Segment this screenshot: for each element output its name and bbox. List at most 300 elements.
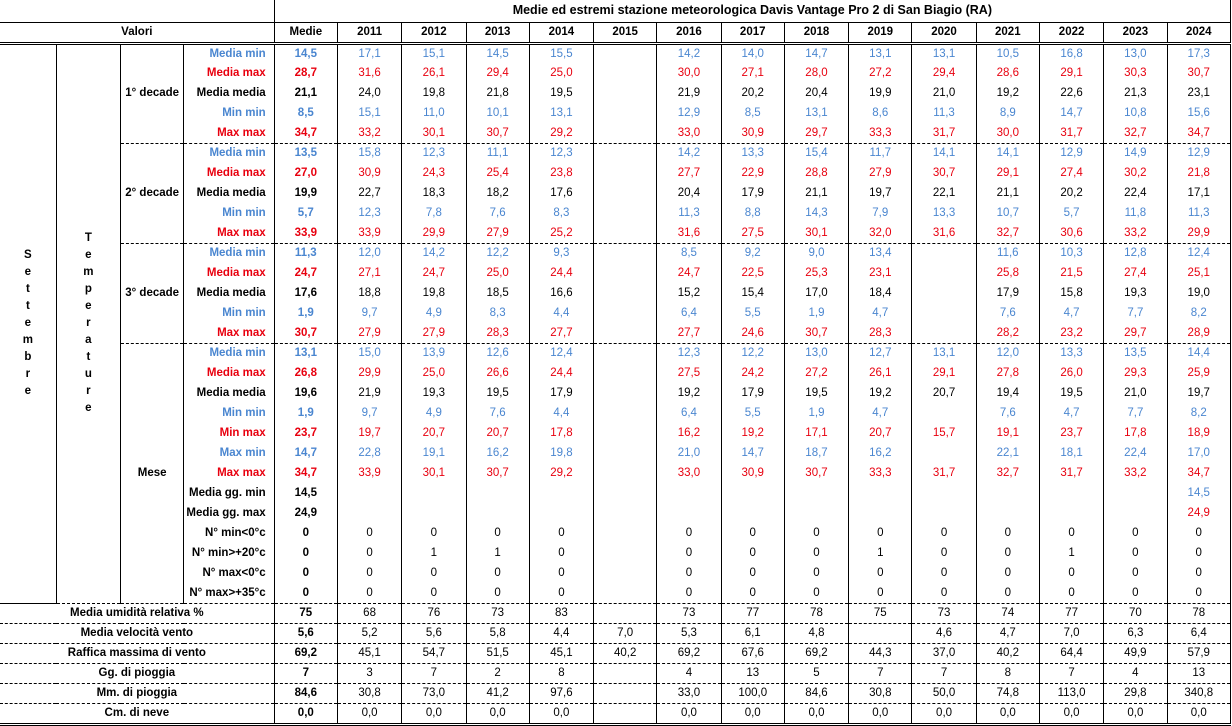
- value-cell: 5,5: [721, 404, 784, 424]
- value-cell: 9,7: [337, 304, 401, 324]
- value-cell: 0: [1039, 584, 1103, 604]
- value-cell: 10,5: [976, 43, 1039, 64]
- value-cell: 4: [657, 664, 721, 684]
- header-valori: Valori: [0, 22, 274, 43]
- value-cell: 17,0: [784, 284, 848, 304]
- value-cell: 27,2: [849, 64, 912, 84]
- table-row: [0, 64, 1231, 84]
- value-cell: 9,0: [784, 244, 848, 264]
- value-cell: 0,0: [1039, 704, 1103, 725]
- value-cell: 30,7: [466, 124, 529, 144]
- value-cell: 13,1: [912, 43, 976, 64]
- value-cell: 20,2: [721, 84, 784, 104]
- value-cell: 45,1: [529, 644, 593, 664]
- value-cell: [594, 604, 657, 624]
- value-cell: [976, 484, 1039, 504]
- table-row: [0, 484, 1231, 504]
- value-cell: [594, 664, 657, 684]
- value-cell: [594, 144, 657, 164]
- value-cell: 8,2: [1167, 404, 1231, 424]
- value-cell: 21,0: [912, 84, 976, 104]
- value-cell: 14,7: [784, 43, 848, 64]
- value-cell: 22,1: [912, 184, 976, 204]
- value-cell: 20,4: [784, 84, 848, 104]
- value-cell: 27,9: [337, 324, 401, 344]
- row-label: Media min: [184, 244, 274, 264]
- row-label: Media max: [184, 364, 274, 384]
- header-year: 2022: [1039, 22, 1103, 43]
- value-cell: 11,1: [466, 144, 529, 164]
- row-label: N° max<0°c: [184, 564, 274, 584]
- value-cell: 18,8: [337, 284, 401, 304]
- value-cell: [337, 504, 401, 524]
- value-cell: [1039, 484, 1103, 504]
- value-cell: 13,1: [529, 104, 593, 124]
- value-cell: 19,5: [784, 384, 848, 404]
- value-cell: 11,8: [1104, 204, 1167, 224]
- value-cell: 30,7: [784, 464, 848, 484]
- value-cell: 22,4: [1104, 184, 1167, 204]
- value-cell: 12,0: [337, 244, 401, 264]
- value-cell: 19,8: [529, 444, 593, 464]
- value-cell: 27,7: [657, 164, 721, 184]
- value-cell: 19,0: [1167, 284, 1231, 304]
- value-cell: 7,9: [849, 204, 912, 224]
- section-label: 3° decade: [121, 244, 184, 344]
- table-row: [0, 564, 1231, 584]
- value-cell: 21,5: [1039, 264, 1103, 284]
- summary-row: [0, 684, 1231, 704]
- value-cell: 0: [912, 584, 976, 604]
- value-cell: 0: [721, 564, 784, 584]
- value-cell: 17,9: [976, 284, 1039, 304]
- value-cell: 23,1: [1167, 84, 1231, 104]
- value-cell: 25,9: [1167, 364, 1231, 384]
- value-cell: 13,0: [1104, 43, 1167, 64]
- value-cell: [594, 184, 657, 204]
- value-cell: 18,7: [784, 444, 848, 464]
- value-cell: 27,4: [1104, 264, 1167, 284]
- header-medie: Medie: [274, 22, 337, 43]
- value-cell: 24,2: [721, 364, 784, 384]
- medie-cell: 34,7: [274, 464, 337, 484]
- value-cell: 10,7: [976, 204, 1039, 224]
- value-cell: 21,8: [466, 84, 529, 104]
- value-cell: 8: [976, 664, 1039, 684]
- value-cell: 40,2: [594, 644, 657, 664]
- value-cell: 1: [402, 544, 466, 564]
- value-cell: 69,2: [657, 644, 721, 664]
- value-cell: 8: [529, 664, 593, 684]
- value-cell: 29,1: [912, 364, 976, 384]
- value-cell: 30,9: [721, 124, 784, 144]
- value-cell: 30,8: [849, 684, 912, 704]
- value-cell: 12,7: [849, 344, 912, 364]
- value-cell: 8,8: [721, 204, 784, 224]
- table-row: [0, 284, 1231, 304]
- value-cell: 21,8: [1167, 164, 1231, 184]
- value-cell: 14,4: [1167, 344, 1231, 364]
- value-cell: 14,0: [721, 43, 784, 64]
- value-cell: 11,3: [657, 204, 721, 224]
- value-cell: [337, 484, 401, 504]
- value-cell: 24,9: [1167, 504, 1231, 524]
- month-letter: e: [24, 317, 32, 330]
- value-cell: [594, 444, 657, 464]
- value-cell: 21,3: [1104, 84, 1167, 104]
- value-cell: 0: [721, 524, 784, 544]
- value-cell: 7,0: [594, 624, 657, 644]
- value-cell: [912, 284, 976, 304]
- value-cell: 14,7: [1039, 104, 1103, 124]
- value-cell: 9,2: [721, 244, 784, 264]
- value-cell: 0: [1104, 524, 1167, 544]
- value-cell: 77: [1039, 604, 1103, 624]
- row-label: Media media: [184, 84, 274, 104]
- value-cell: 0,0: [784, 704, 848, 725]
- value-cell: 27,4: [1039, 164, 1103, 184]
- value-cell: [594, 324, 657, 344]
- value-cell: 0: [784, 544, 848, 564]
- value-cell: 16,2: [849, 444, 912, 464]
- value-cell: [784, 484, 848, 504]
- value-cell: 13,9: [402, 344, 466, 364]
- value-cell: 10,3: [1039, 244, 1103, 264]
- value-cell: 29,2: [529, 124, 593, 144]
- value-cell: 27,8: [976, 364, 1039, 384]
- value-cell: 41,2: [466, 684, 529, 704]
- value-cell: 340,8: [1167, 684, 1231, 704]
- header-year: 2015: [594, 22, 657, 43]
- value-cell: 7: [912, 664, 976, 684]
- value-cell: [594, 124, 657, 144]
- value-cell: [529, 504, 593, 524]
- value-cell: 30,8: [337, 684, 401, 704]
- value-cell: [594, 424, 657, 444]
- value-cell: [594, 304, 657, 324]
- row-label: Min max: [184, 424, 274, 444]
- medie-cell: 19,6: [274, 384, 337, 404]
- medie-cell: 30,7: [274, 324, 337, 344]
- value-cell: 29,3: [1104, 364, 1167, 384]
- value-cell: 14,5: [1167, 484, 1231, 504]
- medie-cell: 24,9: [274, 504, 337, 524]
- value-cell: 4,7: [1039, 304, 1103, 324]
- value-cell: 20,7: [466, 424, 529, 444]
- value-cell: 30,3: [1104, 64, 1167, 84]
- value-cell: 30,7: [1167, 64, 1231, 84]
- value-cell: 8,5: [657, 244, 721, 264]
- summary-row: [0, 604, 1231, 624]
- value-cell: 27,5: [721, 224, 784, 244]
- value-cell: 29,7: [1104, 324, 1167, 344]
- value-cell: 19,2: [721, 424, 784, 444]
- value-cell: 70: [1104, 604, 1167, 624]
- value-cell: 0: [657, 584, 721, 604]
- value-cell: 19,5: [1039, 384, 1103, 404]
- value-cell: 1: [466, 544, 529, 564]
- value-cell: 7,8: [402, 204, 466, 224]
- table-row: [0, 544, 1231, 564]
- value-cell: 12,3: [657, 344, 721, 364]
- value-cell: 25,0: [466, 264, 529, 284]
- value-cell: 40,2: [976, 644, 1039, 664]
- value-cell: 4,4: [529, 304, 593, 324]
- value-cell: 12,9: [657, 104, 721, 124]
- value-cell: 67,6: [721, 644, 784, 664]
- medie-cell: 0: [274, 524, 337, 544]
- value-cell: 13,1: [784, 104, 848, 124]
- row-label: Max max: [184, 324, 274, 344]
- value-cell: 11,3: [1167, 204, 1231, 224]
- value-cell: 49,9: [1104, 644, 1167, 664]
- value-cell: [594, 284, 657, 304]
- value-cell: 15,8: [337, 144, 401, 164]
- value-cell: 28,0: [784, 64, 848, 84]
- page-title: Medie ed estremi stazione meteorologica Davis Vantage Pro 2 di San Biagio (RA): [274, 0, 1230, 22]
- value-cell: 29,7: [784, 124, 848, 144]
- value-cell: 0: [402, 584, 466, 604]
- value-cell: 4,7: [976, 624, 1039, 644]
- group-letter: t: [86, 351, 91, 364]
- value-cell: 22,7: [337, 184, 401, 204]
- value-cell: 21,0: [657, 444, 721, 464]
- value-cell: 24,4: [529, 264, 593, 284]
- value-cell: [594, 224, 657, 244]
- medie-cell: 21,1: [274, 84, 337, 104]
- month-letter: t: [25, 283, 30, 296]
- value-cell: 33,9: [337, 224, 401, 244]
- value-cell: 0: [1167, 584, 1231, 604]
- value-cell: 32,7: [1104, 124, 1167, 144]
- value-cell: 0: [849, 524, 912, 544]
- value-cell: 19,2: [657, 384, 721, 404]
- value-cell: 0: [912, 544, 976, 564]
- value-cell: [657, 504, 721, 524]
- value-cell: 51,5: [466, 644, 529, 664]
- value-cell: 15,8: [1039, 284, 1103, 304]
- value-cell: 2: [466, 664, 529, 684]
- value-cell: 17,8: [529, 424, 593, 444]
- value-cell: 19,8: [402, 84, 466, 104]
- value-cell: 12,6: [466, 344, 529, 364]
- value-cell: [784, 504, 848, 524]
- medie-cell: 5,6: [274, 624, 337, 644]
- value-cell: 17,9: [529, 384, 593, 404]
- value-cell: 7,6: [466, 404, 529, 424]
- group-letter: u: [84, 368, 92, 381]
- value-cell: 24,7: [402, 264, 466, 284]
- value-cell: 7,0: [1039, 624, 1103, 644]
- value-cell: 17,0: [1167, 444, 1231, 464]
- value-cell: 7,7: [1104, 304, 1167, 324]
- medie-cell: 84,6: [274, 684, 337, 704]
- value-cell: 0: [976, 524, 1039, 544]
- value-cell: 31,7: [1039, 464, 1103, 484]
- group-letter: r: [86, 317, 91, 330]
- value-cell: 12,4: [529, 344, 593, 364]
- table-row: [0, 524, 1231, 544]
- value-cell: [594, 204, 657, 224]
- value-cell: 32,7: [976, 224, 1039, 244]
- table-row: [0, 344, 1231, 364]
- section-label: 2° decade: [121, 144, 184, 244]
- value-cell: 19,8: [402, 284, 466, 304]
- value-cell: 19,7: [849, 184, 912, 204]
- group-letter: e: [85, 249, 92, 262]
- value-cell: [912, 244, 976, 264]
- value-cell: 6,1: [721, 624, 784, 644]
- value-cell: 0: [466, 524, 529, 544]
- value-cell: [466, 504, 529, 524]
- value-cell: 4,4: [529, 624, 593, 644]
- value-cell: 0: [657, 524, 721, 544]
- value-cell: 83: [529, 604, 593, 624]
- value-cell: 31,7: [912, 464, 976, 484]
- value-cell: 10,8: [1104, 104, 1167, 124]
- value-cell: [594, 484, 657, 504]
- value-cell: 17,3: [1167, 43, 1231, 64]
- value-cell: 26,6: [466, 364, 529, 384]
- value-cell: 0: [1167, 564, 1231, 584]
- value-cell: [594, 564, 657, 584]
- value-cell: 0: [529, 564, 593, 584]
- value-cell: 7: [402, 664, 466, 684]
- value-cell: 30,7: [912, 164, 976, 184]
- value-cell: 5,2: [337, 624, 401, 644]
- row-label: Min min: [184, 304, 274, 324]
- value-cell: 15,1: [402, 43, 466, 64]
- value-cell: [912, 304, 976, 324]
- value-cell: 0,0: [1104, 704, 1167, 725]
- group-letter: e: [85, 300, 92, 313]
- value-cell: 30,9: [721, 464, 784, 484]
- value-cell: 15,0: [337, 344, 401, 364]
- value-cell: 32,7: [976, 464, 1039, 484]
- value-cell: 8,5: [721, 104, 784, 124]
- table-row: [0, 584, 1231, 604]
- value-cell: 3: [337, 664, 401, 684]
- group-letter: a: [85, 334, 92, 347]
- value-cell: [402, 484, 466, 504]
- value-cell: 0: [1167, 524, 1231, 544]
- value-cell: 7,6: [466, 204, 529, 224]
- value-cell: 27,1: [721, 64, 784, 84]
- value-cell: [976, 504, 1039, 524]
- value-cell: 5,3: [657, 624, 721, 644]
- value-cell: 0: [529, 524, 593, 544]
- value-cell: 27,5: [657, 364, 721, 384]
- row-label: Max min: [184, 444, 274, 464]
- value-cell: 24,3: [402, 164, 466, 184]
- value-cell: 19,2: [976, 84, 1039, 104]
- value-cell: 7,6: [976, 404, 1039, 424]
- row-label: Min min: [184, 204, 274, 224]
- value-cell: 30,1: [402, 124, 466, 144]
- table-row: [0, 224, 1231, 244]
- value-cell: 0: [337, 584, 401, 604]
- value-cell: 18,5: [466, 284, 529, 304]
- value-cell: 28,9: [1167, 324, 1231, 344]
- value-cell: 0,0: [912, 704, 976, 725]
- value-cell: 27,9: [466, 224, 529, 244]
- value-cell: 7,6: [976, 304, 1039, 324]
- value-cell: 13,4: [849, 244, 912, 264]
- value-cell: 24,6: [721, 324, 784, 344]
- value-cell: 18,4: [849, 284, 912, 304]
- value-cell: 33,9: [337, 464, 401, 484]
- group-letter: e: [85, 402, 92, 415]
- value-cell: 6,4: [657, 304, 721, 324]
- value-cell: 9,7: [337, 404, 401, 424]
- value-cell: 1,9: [784, 304, 848, 324]
- value-cell: 0,0: [529, 704, 593, 725]
- value-cell: 31,7: [912, 124, 976, 144]
- value-cell: 10,1: [466, 104, 529, 124]
- row-label: Max max: [184, 464, 274, 484]
- value-cell: 0: [1039, 564, 1103, 584]
- table-row: [0, 104, 1231, 124]
- value-cell: 4,6: [912, 624, 976, 644]
- value-cell: [849, 484, 912, 504]
- table-row: [0, 264, 1231, 284]
- value-cell: 13,3: [721, 144, 784, 164]
- value-cell: 34,7: [1167, 124, 1231, 144]
- value-cell: 30,7: [784, 324, 848, 344]
- value-cell: 0: [337, 564, 401, 584]
- value-cell: 19,9: [849, 84, 912, 104]
- value-cell: 13,3: [1039, 344, 1103, 364]
- row-label: Media media: [184, 384, 274, 404]
- value-cell: 26,0: [1039, 364, 1103, 384]
- value-cell: 0: [1104, 544, 1167, 564]
- value-cell: 97,6: [529, 684, 593, 704]
- value-cell: 15,1: [337, 104, 401, 124]
- table-row: [0, 124, 1231, 144]
- value-cell: 50,0: [912, 684, 976, 704]
- value-cell: 78: [784, 604, 848, 624]
- value-cell: 25,0: [529, 64, 593, 84]
- value-cell: 4,9: [402, 404, 466, 424]
- value-cell: 6,4: [1167, 624, 1231, 644]
- value-cell: 5,8: [466, 624, 529, 644]
- table-row: [0, 43, 1231, 64]
- value-cell: 0: [466, 564, 529, 584]
- value-cell: 19,3: [1104, 284, 1167, 304]
- value-cell: 20,2: [1039, 184, 1103, 204]
- value-cell: 0: [1104, 584, 1167, 604]
- value-cell: 25,2: [529, 224, 593, 244]
- row-label: Media max: [184, 164, 274, 184]
- value-cell: 7: [1039, 664, 1103, 684]
- value-cell: 73: [466, 604, 529, 624]
- value-cell: [594, 84, 657, 104]
- group-letter: r: [86, 385, 91, 398]
- value-cell: 29,9: [402, 224, 466, 244]
- value-cell: 27,2: [784, 364, 848, 384]
- value-cell: 4: [1104, 664, 1167, 684]
- value-cell: 14,9: [1104, 144, 1167, 164]
- value-cell: 0: [784, 584, 848, 604]
- value-cell: 12,2: [721, 344, 784, 364]
- group-letter: T: [84, 232, 92, 245]
- value-cell: 28,8: [784, 164, 848, 184]
- value-cell: 11,7: [849, 144, 912, 164]
- value-cell: 0,0: [657, 704, 721, 725]
- table-row: [0, 84, 1231, 104]
- value-cell: 29,4: [912, 64, 976, 84]
- value-cell: 0,0: [976, 704, 1039, 725]
